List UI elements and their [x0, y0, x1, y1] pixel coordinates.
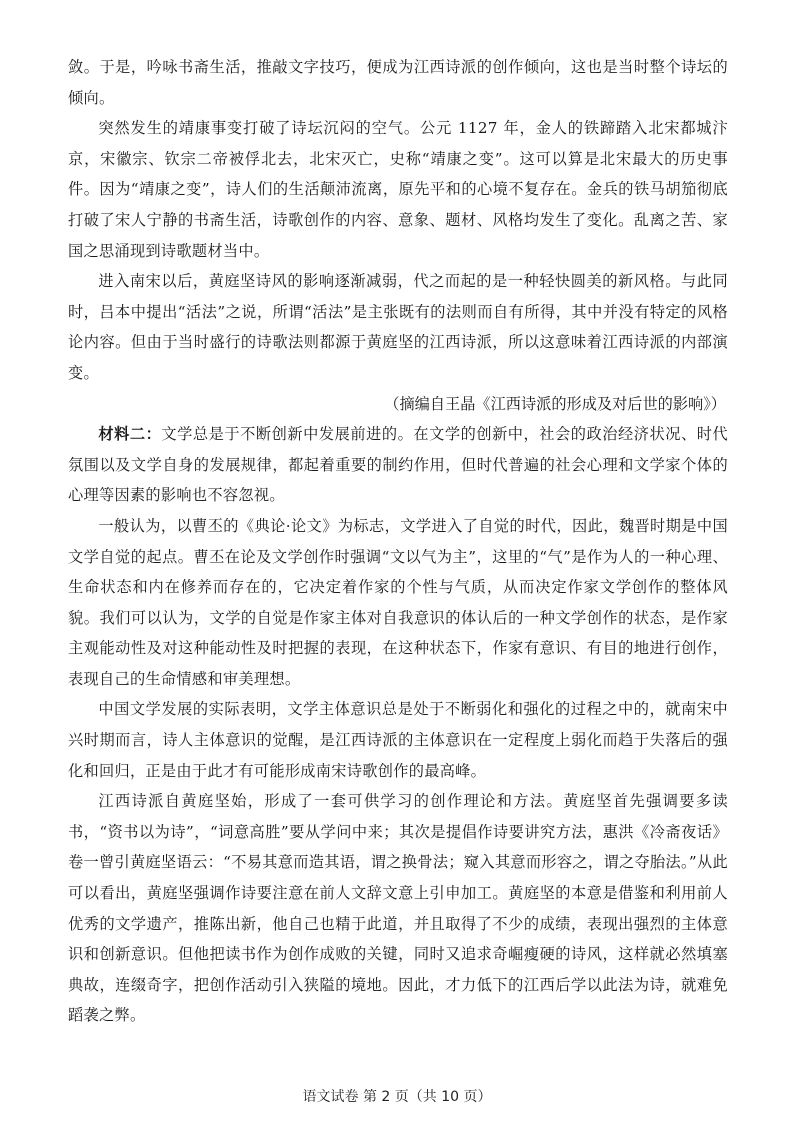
- paragraph-southern-song: 进入南宋以后，黄庭坚诗风的影响逐渐减弱，代之而起的是一种轻快圆美的新风格。与此同时，吕本中提出“活法”之说，所谓“活法”是主张既有的法则而自有所得，其中并没有特定的风格论内容。但由于当时盛行的诗歌法则都源于黄庭坚的江西诗派，所以这意味着江西诗派的内部演变。: [68, 272, 728, 382]
- paragraph-literary-consciousness: 一般认为，以曹丕的《典论·论文》为标志，文学进入了自觉的时代，因此，魏晋时期是中国文学自觉的起点。曹丕在论及文学创作时强调“文以气为主”，这里的“气”是作为人的一种心理、生命状态和内在修养而存在的，它决定着作家的个性与气质，从而决定作家文学创作的整体风貌。我们可以认为，文学的自觉是作家主体对自我意识的体认后的一种文学创作的状态，是作家主观能动性及对这种能动性及时把握的表现，在这种状态下，作家有意识、有目的地进行创作，表现自己的生命情感和审美理想。: [68, 516, 728, 688]
- material2-label: 材料二：: [98, 425, 162, 444]
- page-content: [68, 52, 728, 1031]
- material2-text: 文学总是于不断创新中发展前进的。在文学的创新中，社会的政治经济状况、时代氛围以及文学自身的发展规律，都起着重要的制约作用，但时代普遍的社会心理和文学家个体的心理等因素的影响也不容忽视。: [68, 425, 728, 505]
- paragraph-jingkang-incident: 突然发生的靖康事变打破了诗坛沉闷的空气。公元 1127 年，金人的铁蹄踏入北宋都城汴京，宋徽宗、钦宗二帝被俘北去，北宋灭亡，史称“靖康之变”。这可以算是北宋最大的历史事件。因为“靖康之变”，诗人们的生活颠沛流离，原先平和的心境不复存在。金兵的铁马胡笳彻底打破了宋人宁静的书斋生活，诗歌创作的内容、意象、题材、风格均发生了变化。乱离之苦、家国之思涌现到诗歌题材当中。: [68, 119, 728, 260]
- paragraph-subject-awareness: 中国文学发展的实际表明，文学主体意识总是处于不断弱化和强化的过程之中的，就南宋中兴时期而言，诗人主体意识的觉醒，是江西诗派的主体意识在一定程度上弱化而趋于失落后的强化和回归，正是由于此才有可能形成南宋诗歌创作的最高峰。: [68, 700, 728, 780]
- paragraph-continuation: 敛。于是，吟咏书斋生活，推敲文字技巧，便成为江西诗派的创作倾向，这也是当时整个诗坛的倾向。: [68, 58, 728, 107]
- page-footer: 语文试卷 第 2 页（共 10 页）: [302, 1089, 492, 1105]
- source-citation: （摘编自王晶《江西诗派的形成及对后世的影响》）: [384, 394, 726, 413]
- paragraph-huang-tingjian-method: 江西诗派自黄庭坚始，形成了一套可供学习的创作理论和方法。黄庭坚首先强调要多读书，“资书以为诗”，“词意高胜”要从学问中来；其次是提倡作诗要讲究方法，惠洪《冷斋夜话》卷一曾引黄庭坚语云：“不易其意而造其语，谓之换骨法；窥入其意而形容之，谓之夺胎法。”从此可以看出，黄庭坚强调作诗要注意在前人文辞文意上引申加工。黄庭坚的本意是借鉴和利用前人优秀的文学遗产，推陈出新，他自己也精于此道，并且取得了不少的成绩，表现出强烈的主体意识和创新意识。但他把读书作为创作成败的关键，同时又追求奇崛瘦硬的诗风，这样就必然填塞典故，连缀奇字，把创作活动引入狭隘的境地。因此，才力低下的江西后学以此法为诗，就难免蹈袭之弊。: [68, 792, 728, 1025]
- material2-paragraph: [68, 419, 728, 511]
